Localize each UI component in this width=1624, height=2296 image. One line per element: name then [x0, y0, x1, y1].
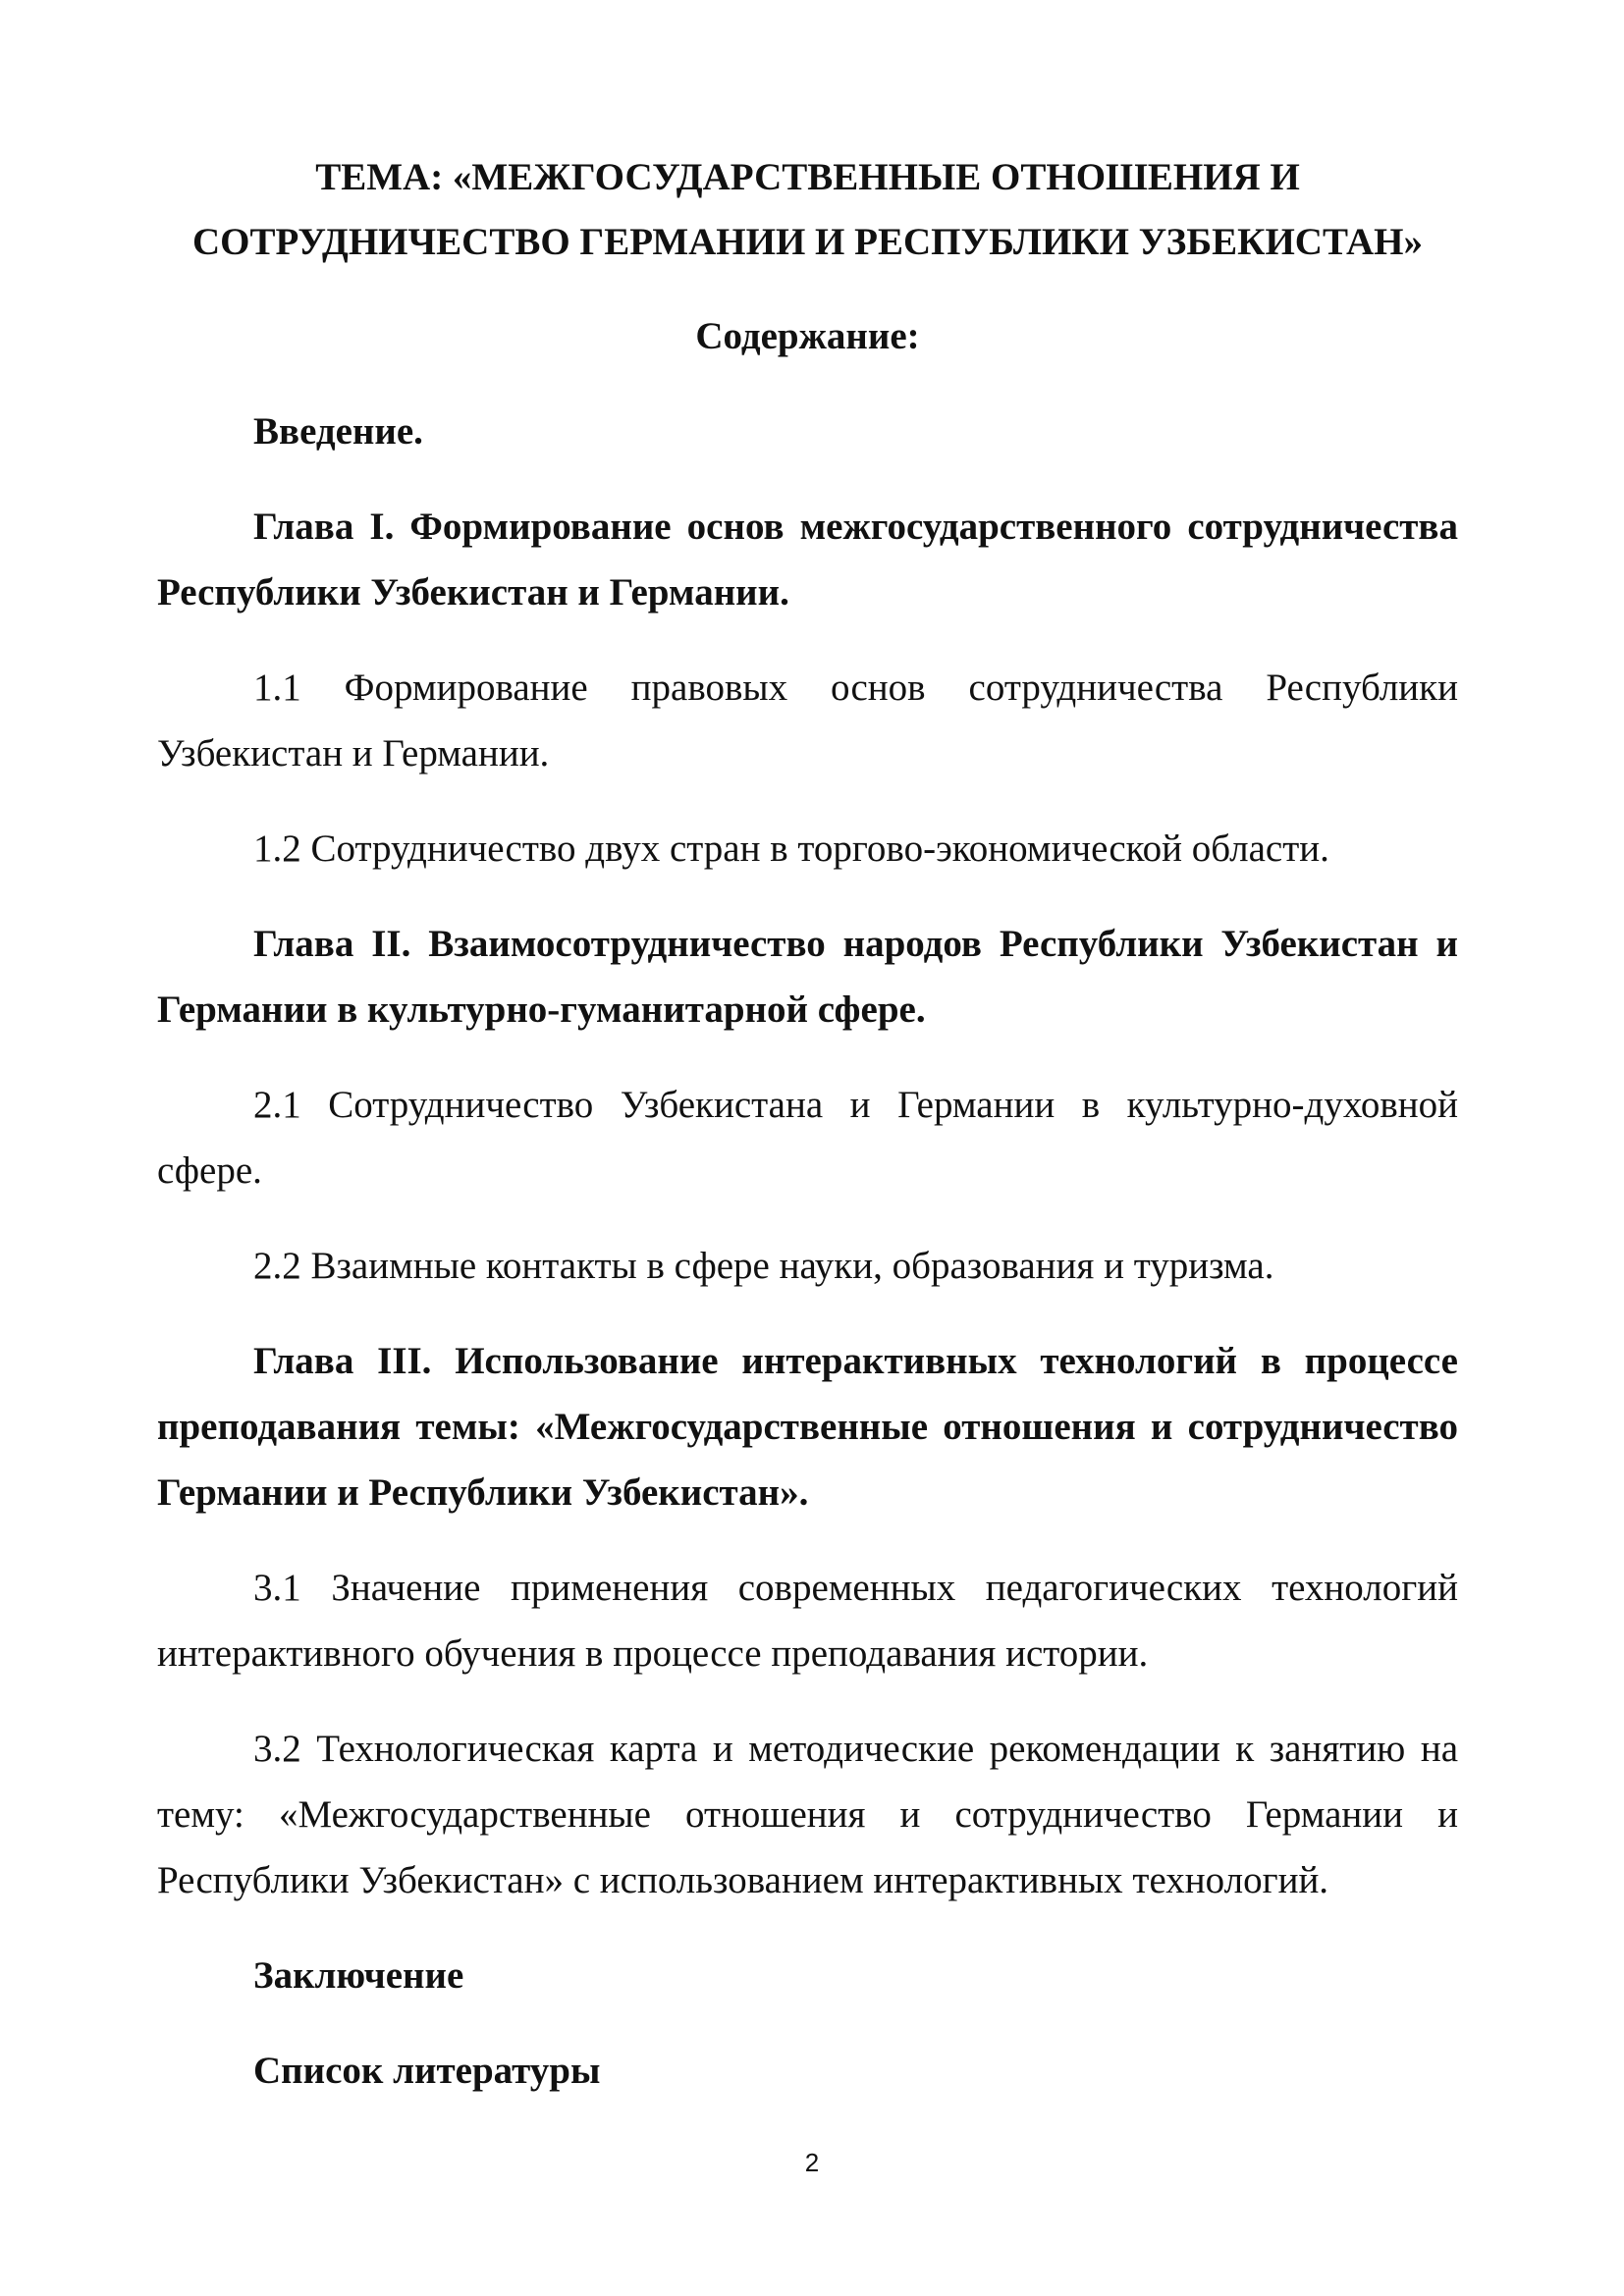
- toc-entry-section-2-1: 2.1 Сотрудничество Узбекистана и Германии в культурно-духовной сфере.: [157, 1084, 1458, 1192]
- toc-entry-chapter-3: Глава III. Использование интерактивных технологий в процессе преподавания темы: «Межгосударственные отношения и сотрудничество Германии и Республики Узбекистан».: [157, 1340, 1458, 1514]
- page-content: [157, 145, 1458, 2104]
- title-line-2: СОТРУДНИЧЕСТВО ГЕРМАНИИ И РЕСПУБЛИКИ УЗБЕКИСТАН»: [191, 221, 1424, 263]
- page-number: 2: [804, 2148, 820, 2177]
- toc-entry-section-3-2: 3.2 Технологическая карта и методические рекомендации к занятию на тему: «Межгосударственные отношения и сотрудничество Германии и Республики Узбекистан» с использованием интерактивных технологий.: [157, 1728, 1458, 1901]
- toc-entry-chapter-2: Глава II. Взаимосотрудничество народов Республики Узбекистан и Германии в культурно-гуманитарной сфере.: [157, 923, 1458, 1031]
- toc-entry-introduction: Введение.: [253, 410, 423, 453]
- toc-entry-references: Список литературы: [253, 2050, 601, 2092]
- toc-entry-section-3-1: 3.1 Значение применения современных педагогических технологий интерактивного обучения в процессе преподавания истории.: [157, 1567, 1458, 1675]
- title-line-1: ТЕМА: «МЕЖГОСУДАРСТВЕННЫЕ ОТНОШЕНИЯ И: [315, 156, 1300, 198]
- toc-entry-conclusion: Заключение: [253, 1954, 464, 1997]
- toc-entry-section-1-1: 1.1 Формирование правовых основ сотрудничества Республики Узбекистан и Германии.: [157, 667, 1458, 774]
- toc-entry-section-2-2: 2.2 Взаимные контакты в сфере науки, образования и туризма.: [253, 1245, 1274, 1287]
- contents-heading: Содержание:: [695, 315, 920, 357]
- document-title: [157, 145, 1458, 275]
- toc-entry-chapter-1: Глава I. Формирование основ межгосударственного сотрудничества Республики Узбекистан и Германии.: [157, 506, 1458, 614]
- toc-entry-section-1-2: 1.2 Сотрудничество двух стран в торгово-экономической области.: [253, 828, 1329, 870]
